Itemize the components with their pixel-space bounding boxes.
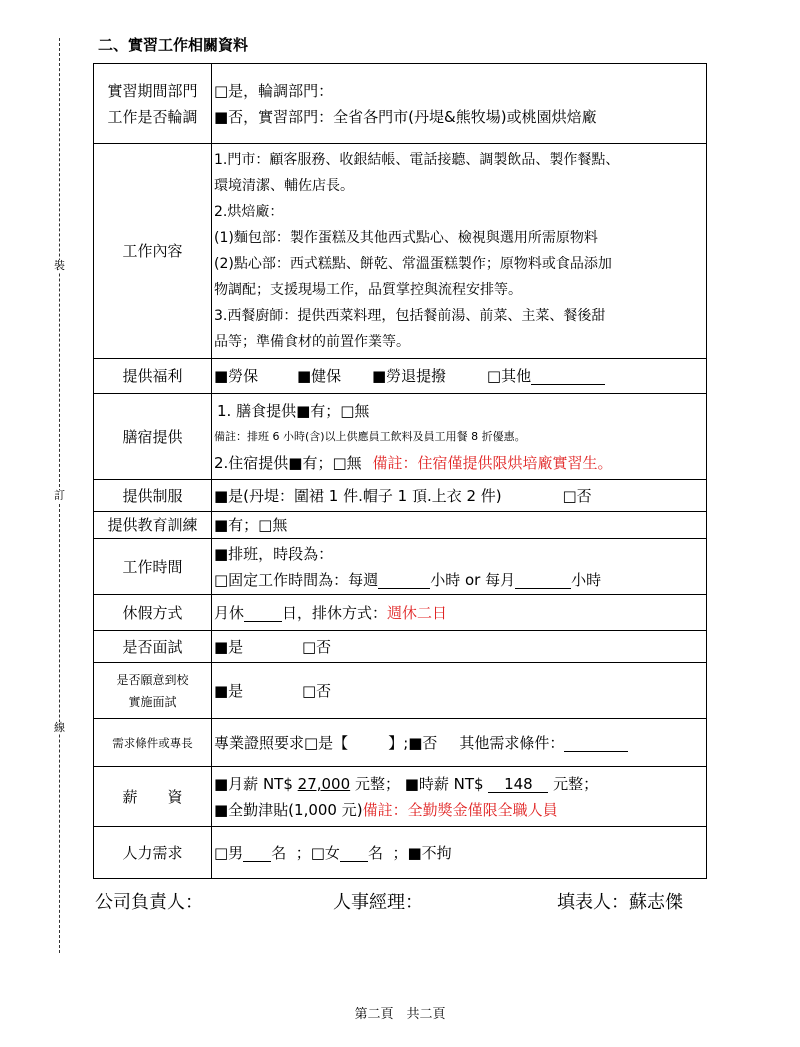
- row-rotation: [94, 64, 707, 144]
- label-rotation: 實習期間部門 工作是否輪調: [94, 64, 212, 144]
- binding-mark-2: 訂: [54, 489, 65, 502]
- binding-mark-3: 線: [54, 721, 65, 734]
- benefit-other: □其他: [486, 367, 532, 385]
- binding-mark-1: 裝: [54, 259, 65, 272]
- interview-no: □否: [301, 637, 332, 656]
- training-value: ■有；□無: [212, 512, 707, 539]
- label-uniform: 提供制服: [94, 480, 212, 512]
- label-benefits: 提供福利: [94, 359, 212, 394]
- requirements-license: 專業證照要求□是【: [214, 733, 349, 752]
- row-requirements: 需求條件或專長 專業證照要求□是【 】;■否 其他需求條件：: [94, 719, 707, 767]
- row-interview: [94, 631, 707, 663]
- uniform-no-option: □否: [562, 486, 592, 505]
- benefit-other-blank: [531, 368, 605, 385]
- section-title: 二、實習工作相關資料: [98, 36, 249, 54]
- meals-line: 1. 膳食提供■有；□無: [217, 401, 370, 420]
- rotation-no-option: ■否，實習部門：全省各門市(丹堤&熊牧場)或桃園烘焙廠: [214, 107, 597, 126]
- internship-info-table: [93, 63, 707, 879]
- rotation-yes-option: □是，輪調部門：: [214, 81, 334, 100]
- label-requirements: 需求條件或專長: [94, 719, 212, 767]
- label-school-interview: 是否願意到校 實施面試: [94, 663, 212, 719]
- manpower-any: ；■不拘: [392, 843, 452, 862]
- meals-note: 備註：排班 6 小時(含)以上供應員工飲料及員工用餐 8 折優惠。: [214, 429, 526, 443]
- interview-yes: ■是: [214, 637, 244, 656]
- lodging-note: 備註：住宿僅提供限烘培廠實習生。: [372, 453, 613, 472]
- work-content-text: 1.門市：顧客服務、收銀結帳、電話接聽、調製飲品、製作餐點、 環境清潔、輔佐店長。 2.烘焙廠： (1)麵包部：製作蛋糕及其他西式點心、檢視與選用所需原物料 (2)點心部：西式糕點、餅乾、常溫蛋糕製作；原物料或食品添加 物調配；支援現場工作，品質掌控與流程安排等。 3.西餐廚師：提供西菜料理，包括餐前湯、前菜、主菜、餐後甜 品等；準備食材的前置作業等。: [212, 144, 707, 359]
- row-school-interview: [94, 663, 707, 719]
- requirements-other: 其他需求條件：: [459, 733, 565, 752]
- uniform-yes-option: ■是(丹堤：圍裙 1 件.帽子 1 頂.上衣 2 件): [214, 486, 502, 505]
- label-meals: 膳宿提供: [94, 394, 212, 480]
- leave-type: 週休二日: [387, 603, 448, 622]
- label-hours: 工作時間: [94, 539, 212, 595]
- signature-filler: 填表人：蘇志傑: [557, 892, 683, 913]
- row-leave: 休假方式 月休 日，排休方式：週休二日: [94, 595, 707, 631]
- signature-owner: 公司負責人：: [95, 892, 203, 913]
- manpower-female: ；□女: [295, 843, 340, 862]
- benefit-pension: ■勞退提撥: [371, 367, 447, 385]
- hours-fixed-weekly: □固定工作時間為：每週: [214, 570, 379, 589]
- row-manpower: 人力需求 □男 名 ；□女 名 ；■不拘: [94, 827, 707, 879]
- attendance-bonus: ■全勤津貼(1,000 元): [214, 800, 363, 819]
- row-hours: 工作時間 ■排班，時段為： □固定工作時間為：每週 小時 or 每月 小時: [94, 539, 707, 595]
- row-uniform: [94, 480, 707, 512]
- lodging-line: 2.住宿提供■有；□無: [214, 453, 362, 472]
- label-training: 提供教育訓練: [94, 512, 212, 539]
- label-manpower: 人力需求: [94, 827, 212, 879]
- hours-shift: ■排班，時段為：: [214, 544, 334, 563]
- benefit-health-insurance: ■健保: [296, 367, 342, 385]
- label-leave: 休假方式: [94, 595, 212, 631]
- benefit-labor-insurance: ■勞保: [214, 367, 259, 385]
- hourly-salary-amount: 148: [488, 776, 548, 793]
- row-work-content: [94, 144, 707, 359]
- row-salary: 薪 資 ■月薪 NT$ 27,000 元整； ■時薪 NT$ 148 元整； ■全勤津貼(1,000 元)備註：全勤獎金僅限全職人員: [94, 767, 707, 827]
- monthly-salary-amount: 27,000: [297, 774, 351, 793]
- label-work-content: 工作內容: [94, 144, 212, 359]
- row-benefits: [94, 359, 707, 394]
- manpower-male: □男: [214, 843, 244, 862]
- row-meals: [94, 394, 707, 480]
- row-training: [94, 512, 707, 539]
- school-interview-no: □否: [301, 681, 332, 700]
- page-footer: 第二頁 共二頁: [354, 1007, 446, 1022]
- signature-hr-manager: 人事經理：: [333, 892, 423, 913]
- label-interview: 是否面試: [94, 631, 212, 663]
- label-salary: 薪 資: [94, 767, 212, 827]
- school-interview-yes: ■是: [214, 681, 244, 700]
- attendance-bonus-note: 備註：全勤獎金僅限全職人員: [362, 800, 558, 819]
